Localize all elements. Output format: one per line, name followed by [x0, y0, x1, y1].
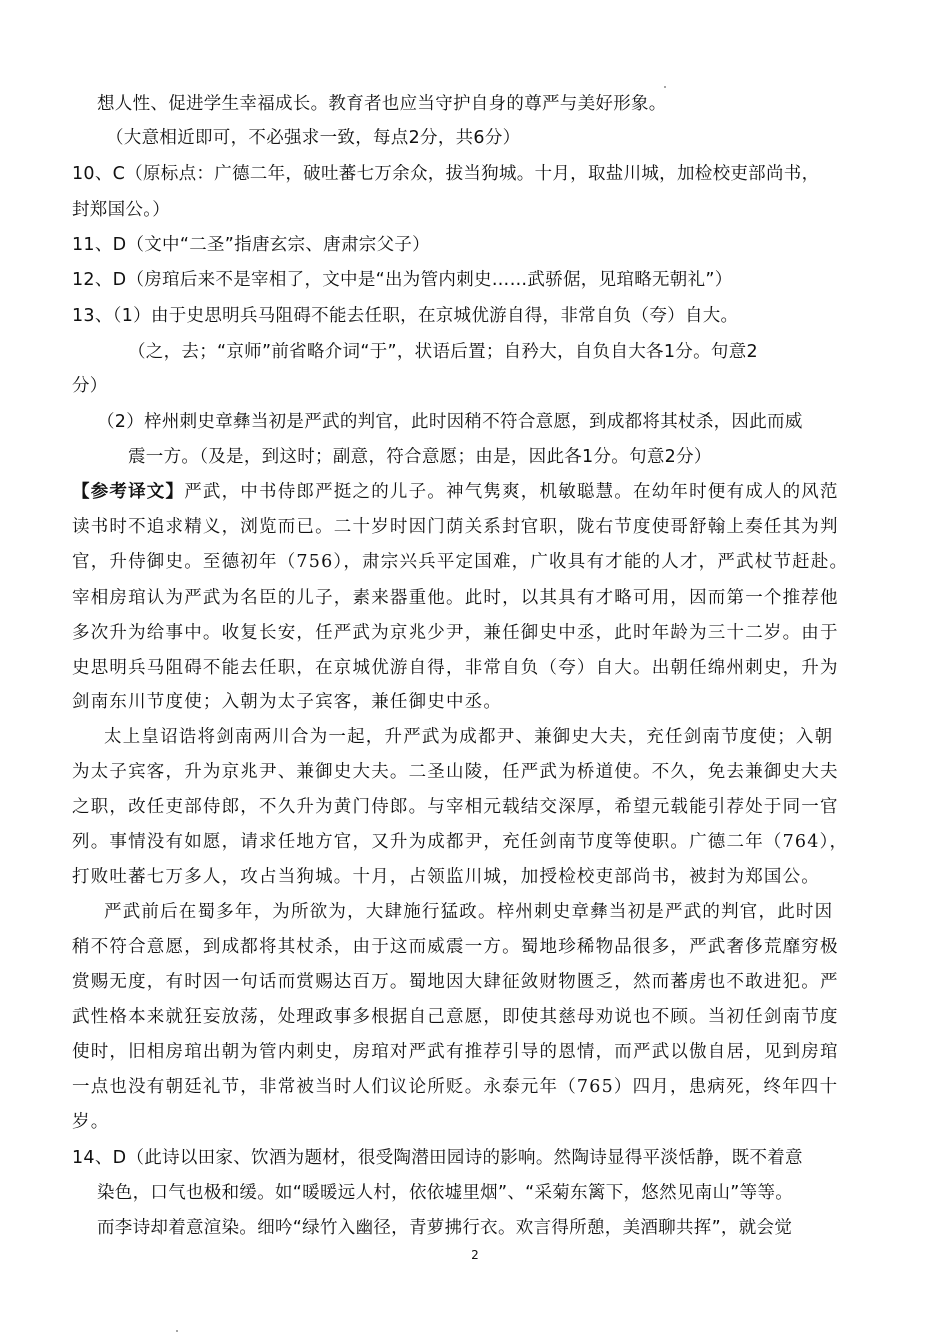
answer-14-line-3: 而李诗却着意渲染。细吟“绿竹入幽径，青萝拂行衣。欢言得所憩，美酒聊共挥”，就会觉 — [97, 1218, 793, 1238]
answer-13-part-2-note: 震一方。（及是，到这时；副意，符合意愿；由是，因此各1分。句意2分） — [128, 447, 712, 467]
answer-line-1: 想人性、促进学生幸福成长。教育者也应当守护自身的尊严与美好形象。 — [97, 94, 667, 114]
scan-speck — [176, 1330, 178, 1332]
translation-line-12: 打败吐蕃七万多人，攻占当狗城。十月，占领监川城，加授检校吏部尚书，被封为郑国公。 — [72, 867, 820, 887]
answer-10-line-2: 封郑国公。） — [72, 200, 171, 220]
translation-line-19: 岁。 — [72, 1112, 110, 1132]
translation-line-2: 读书时不追求精义，浏览而已。二十岁时因门荫关系封官职，陇右节度使哥舒翰上奏任其为判 — [72, 517, 839, 537]
scan-speck — [664, 86, 666, 88]
translation-line-8: 太上皇诏诰将剑南两川合为一起，升严武为成都尹、兼御史大夫，充任剑南节度使；入朝 — [104, 727, 834, 747]
translation-line-4: 宰相房琯认为严武为名臣的儿子，素来器重他。此时，以其具有才略可用，因而第一个推荐他 — [72, 588, 839, 608]
translation-line-5: 多次升为给事中。收复长安，任严武为京兆少尹，兼任御史中丞，此时年龄为三十二岁。由于 — [72, 623, 839, 643]
translation-line-1: 【参考译文】严武，中书侍郎严挺之的儿子。神气隽爽，机敏聪慧。在幼年时便有成人的风范 — [72, 482, 839, 502]
translation-line-6: 史思明兵马阻碍不能去任职，在京城优游自得，非常自负（夸）自大。出朝任绵州刺史，升为 — [72, 658, 839, 678]
translation-heading: 【参考译文】 — [72, 482, 185, 502]
translation-line-10: 之职，改任吏部侍郎，不久升为黄门侍郎。与宰相元载结交深厚，希望元载能引荐处于同一官 — [72, 797, 839, 817]
page-number: 2 — [471, 1248, 479, 1262]
translation-line-9: 为太子宾客，升为京兆尹、兼御史大夫。二圣山陵，任严武为桥道使。不久，免去兼御史大夫 — [72, 762, 839, 782]
answer-14-line-2: 染色，口气也极和缓。如“暖暖远人村，依依墟里烟”、“采菊东篱下，悠然见南山”等等。 — [97, 1183, 794, 1203]
translation-line-13: 严武前后在蜀多年，为所欲为，大肆施行猛政。梓州刺史章彝当初是严武的判官，此时因 — [104, 902, 834, 922]
translation-line-3: 官，升侍御史。至德初年（756），肃宗兴兵平定国难，广收具有才能的人才，严武杖节赶赴。 — [72, 552, 849, 572]
translation-line-11: 列。事情没有如愿，请求任地方官，又升为成都尹，充任剑南节度等使职。广德二年（764）， — [72, 832, 849, 852]
answer-13-part-1: 13、（1）由于史思明兵马阻碍不能去任职，在京城优游自得，非常自负（夸）自大。 — [72, 306, 739, 326]
answer-14-line-1: 14、D（此诗以田家、饮酒为题材，很受陶潜田园诗的影响。然陶诗显得平淡恬静，既不着意 — [72, 1148, 803, 1168]
translation-line-7: 剑南东川节度使；入朝为太子宾客，兼任御史中丞。 — [72, 692, 503, 712]
answer-11: 11、D（文中“二圣”指唐玄宗、唐肃宗父子） — [72, 235, 430, 255]
answer-line-2: （大意相近即可，不必强求一致，每点2分，共6分） — [106, 128, 521, 148]
translation-line-14: 稍不符合意愿，到成都将其杖杀，由于这而威震一方。蜀地珍稀物品很多，严武奢侈荒靡穷极 — [72, 937, 839, 957]
translation-line-18: 一点也没有朝廷礼节，非常被当时人们议论所贬。永泰元年（765）四月，患病死，终年四十 — [72, 1077, 839, 1097]
translation-line-16: 武性格本来就狂妄放荡，处理政事多根据自己意愿，即使其慈母劝说也不顾。当初任剑南节度 — [72, 1007, 839, 1027]
answer-13-part-1-note: （之，去；“京师”前省略介词“于”，状语后置；自矜大，自负自大各1分。句意2 — [128, 342, 758, 362]
answer-10-line-1: 10、C（原标点：广德二年，破吐蕃七万余众，拔当狗城。十月，取盐川城，加检校吏部尚书， — [72, 164, 820, 184]
answer-13-part-1-note-cont: 分） — [72, 376, 108, 396]
answer-12: 12、D（房琯后来不是宰相了，文中是“出为管内刺史……武骄倨，见琯略无朝礼”） — [72, 270, 733, 290]
translation-line-17: 使时，旧相房琯出朝为管内刺史，房琯对严武有推荐引导的恩情，而严武以傲自居，见到房琯 — [72, 1042, 839, 1062]
translation-line-15: 赏赐无度，有时因一句话而赏赐达百万。蜀地因大肆征敛财物匮乏，然而蕃虏也不敢进犯。严 — [72, 972, 839, 992]
answer-13-part-2: （2）梓州刺史章彝当初是严武的判官，此时因稍不符合意愿，到成都将其杖杀，因此而威 — [97, 412, 803, 432]
